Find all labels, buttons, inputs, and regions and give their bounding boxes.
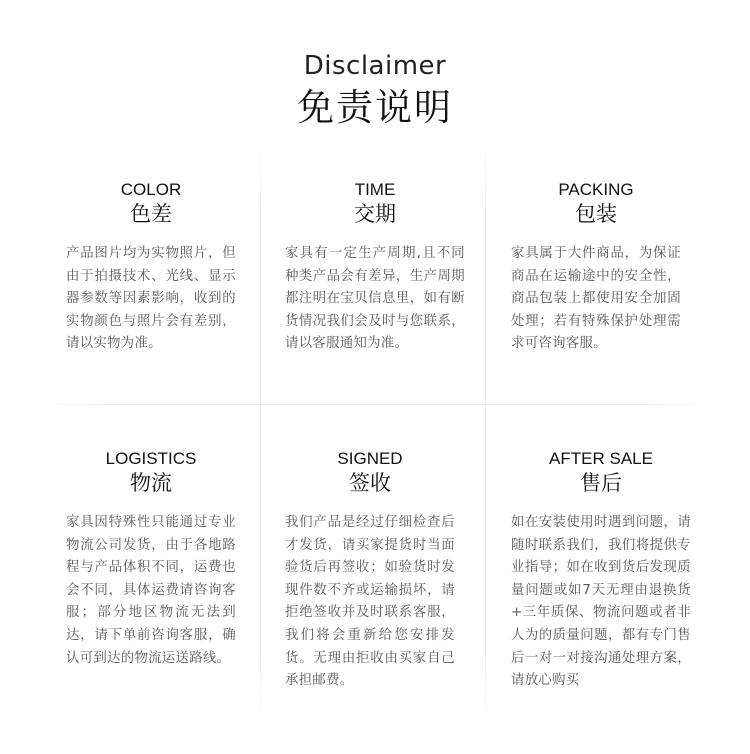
- section-packing: [511, 180, 681, 356]
- section-text: 我们产品是经过仔细检查后才发货，请买家提货时当面验货后再签收；如验货时发现件数不齐或运输损坏，请拒绝签收并及时联系客服，我们将会重新给您安排发货。无理由拒收由买家自己承担邮费。: [285, 515, 455, 689]
- section-title-en: COLOR: [120, 180, 182, 199]
- section-text: 家具属于大件商品，为保证商品在运输途中的安全性，商品包装上都使用安全加固处理；若有特殊保护处理需求可咨询客服。: [511, 246, 681, 352]
- section-title-cn: 签收: [349, 471, 391, 495]
- section-logistics: [66, 449, 236, 670]
- section-text: 家具有一定生产周期,且不同种类产品会有差异，生产周期都注明在宝贝信息里，如有断货情况我们会及时与您联系，请以客服通知为准。: [285, 246, 465, 352]
- section-title-cn: 色差: [130, 202, 172, 226]
- page-title-en: Disclaimer: [303, 51, 447, 81]
- section-color: [66, 180, 236, 356]
- row-divider: [40, 404, 710, 405]
- section-signed: [285, 449, 455, 693]
- section-text: 产品图片均为实物照片，但由于拍摄技术、光线、显示器参数等因素影响，收到的实物颜色与照片会有差别，请以实物为准。: [66, 246, 236, 352]
- column-divider: [260, 142, 261, 724]
- section-title-en: TIME: [354, 180, 396, 199]
- page-title-cn: 免责说明: [297, 86, 453, 129]
- section-title-cn: 交期: [354, 202, 396, 226]
- disclaimer-grid: [40, 142, 710, 724]
- section-text: 如在安装使用时遇到问题，请随时联系我们，我们将提供专业指导；如在收到货后发现质量问题或如7天无理由退换货+三年质保、物流问题或者非人为的质量问题，都有专门售后一对一对接沟通处理方案，请放心购买: [511, 515, 691, 689]
- section-after-sale: [511, 449, 691, 693]
- section-title-cn: 包装: [575, 202, 617, 226]
- section-title-en: SIGNED: [337, 449, 403, 468]
- column-divider: [485, 142, 486, 724]
- section-time: [285, 180, 465, 356]
- section-title-cn: 物流: [130, 471, 172, 495]
- section-text: 家具因特殊性只能通过专业物流公司发货，由于各地路程与产品体积不同，运费也会不同，具体运费请咨询客服；部分地区物流无法到达，请下单前咨询客服，确认可到达的物流运送路线。: [66, 515, 236, 666]
- disclaimer-header: [0, 50, 750, 132]
- section-title-en: PACKING: [558, 180, 634, 199]
- section-title-cn: 售后: [580, 471, 622, 495]
- section-title-en: AFTER SALE: [549, 449, 653, 468]
- section-title-en: LOGISTICS: [105, 449, 197, 468]
